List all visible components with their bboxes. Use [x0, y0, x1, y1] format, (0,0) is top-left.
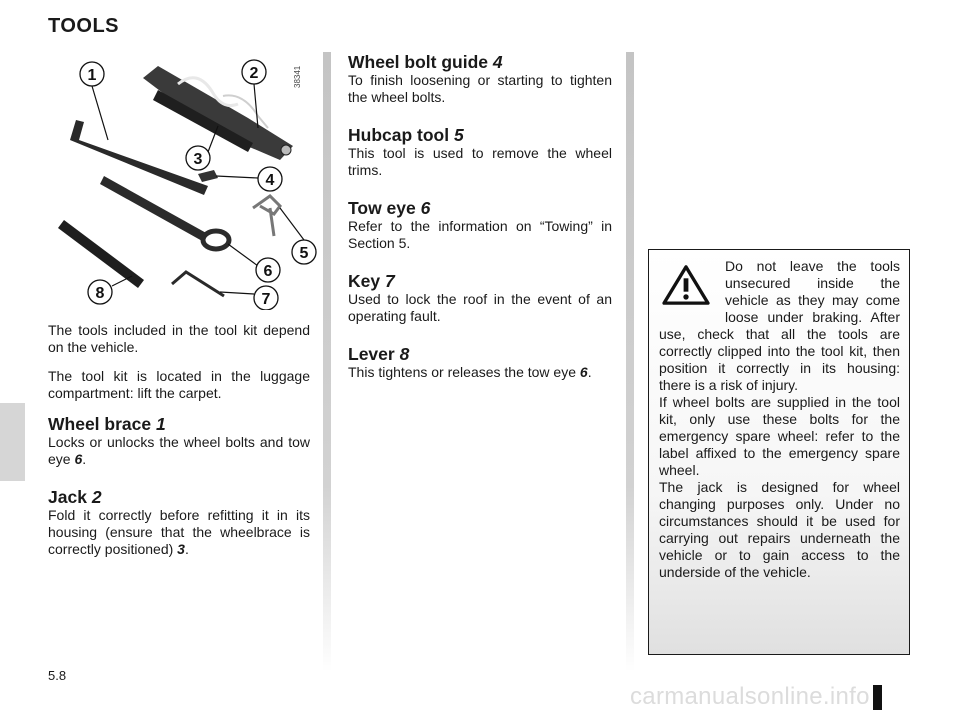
callout-2	[242, 60, 266, 84]
jack-section	[48, 487, 310, 558]
watermark: carmanualsonline.info	[630, 683, 870, 710]
hubcap-tool-drawing	[253, 196, 280, 236]
callout-4	[258, 167, 282, 191]
key-section	[348, 271, 612, 325]
callout-8	[88, 280, 112, 304]
callout-5	[292, 240, 316, 264]
middle-column	[348, 52, 612, 400]
callout-3	[186, 146, 210, 170]
tools-illustration	[48, 48, 320, 310]
callout-number: 6	[263, 263, 273, 280]
page-title: TOOLS	[48, 15, 120, 37]
section-heading: Jack 2	[48, 487, 102, 507]
lever-section	[348, 344, 612, 381]
intro-paragraph: The tools included in the tool kit depend on the vehicle.	[48, 322, 310, 355]
section-tab	[0, 403, 25, 481]
section-text: Locks or unlocks the wheel bolts and tow eye 6.	[48, 434, 310, 467]
section-heading: Lever 8	[348, 344, 410, 364]
warning-paragraph: If wheel bolts are supplied in the tool kit, only use these bolts for the emergency spare wheel: refer to the label affixed to the emergency spare wheel.	[659, 394, 900, 478]
callout-6	[256, 258, 280, 282]
key-drawing	[172, 272, 224, 296]
left-column	[48, 322, 310, 577]
warning-paragraph: Do not leave the tools unsecured inside the vehicle as they may come loose under braking. After use, check that all the tools are correctly clipped into the tool kit, then position it correctly in its housing: there is a risk of injury.	[659, 258, 900, 393]
bolt-guide-drawing	[198, 170, 218, 182]
callout-number: 7	[261, 291, 271, 308]
column-divider-left	[323, 52, 331, 672]
wheel-brace-section	[48, 414, 310, 468]
lever-drawing	[58, 220, 144, 288]
warning-box	[648, 249, 910, 655]
section-heading: Wheel brace 1	[48, 414, 166, 434]
callout-number: 3	[193, 151, 203, 168]
intro-paragraph: The tool kit is located in the luggage compartment: lift the carpet.	[48, 368, 310, 401]
callout-number: 4	[265, 172, 275, 189]
jack-drawing	[143, 66, 293, 160]
section-text: This tool is used to remove the wheel trims.	[348, 145, 612, 178]
section-text: This tightens or releases the tow eye 6.	[348, 364, 592, 380]
section-text: Used to lock the roof in the event of an operating fault.	[348, 291, 612, 324]
callout-number: 8	[95, 285, 105, 302]
section-text: Refer to the information on “Towing” in Section 5.	[348, 218, 612, 251]
callout-number: 1	[87, 67, 97, 84]
section-heading: Wheel bolt guide 4	[348, 52, 503, 72]
column-divider-right	[626, 52, 634, 672]
section-heading: Tow eye 6	[348, 198, 431, 218]
section-heading: Key 7	[348, 271, 395, 291]
section-text: Fold it correctly before refitting it in its housing (ensure that the wheelbrace is correctly positioned) 3.	[48, 507, 310, 557]
warning-triangle-icon	[661, 264, 711, 306]
figure-reference: 38341	[293, 65, 302, 88]
tow-eye-section	[348, 198, 612, 252]
warning-paragraph: The jack is designed for wheel changing purposes only. Under no circumstances should it be used for carrying out repairs underneath the vehicle or to gain access to the underside of the vehicle.	[659, 479, 900, 580]
callout-1	[80, 62, 104, 86]
wheel-bolt-guide-section	[348, 52, 612, 106]
tow-eye-drawing	[100, 176, 229, 249]
page-number: 5.8	[48, 668, 67, 683]
section-heading: Hubcap tool 5	[348, 125, 464, 145]
hubcap-tool-section	[348, 125, 612, 179]
corner-mark	[873, 685, 882, 710]
section-text: To finish loosening or starting to tighten the wheel bolts.	[348, 72, 612, 105]
callout-7	[254, 286, 278, 310]
callout-number: 2	[249, 65, 259, 82]
tools-drawing	[48, 48, 320, 310]
callout-number: 5	[299, 245, 309, 262]
